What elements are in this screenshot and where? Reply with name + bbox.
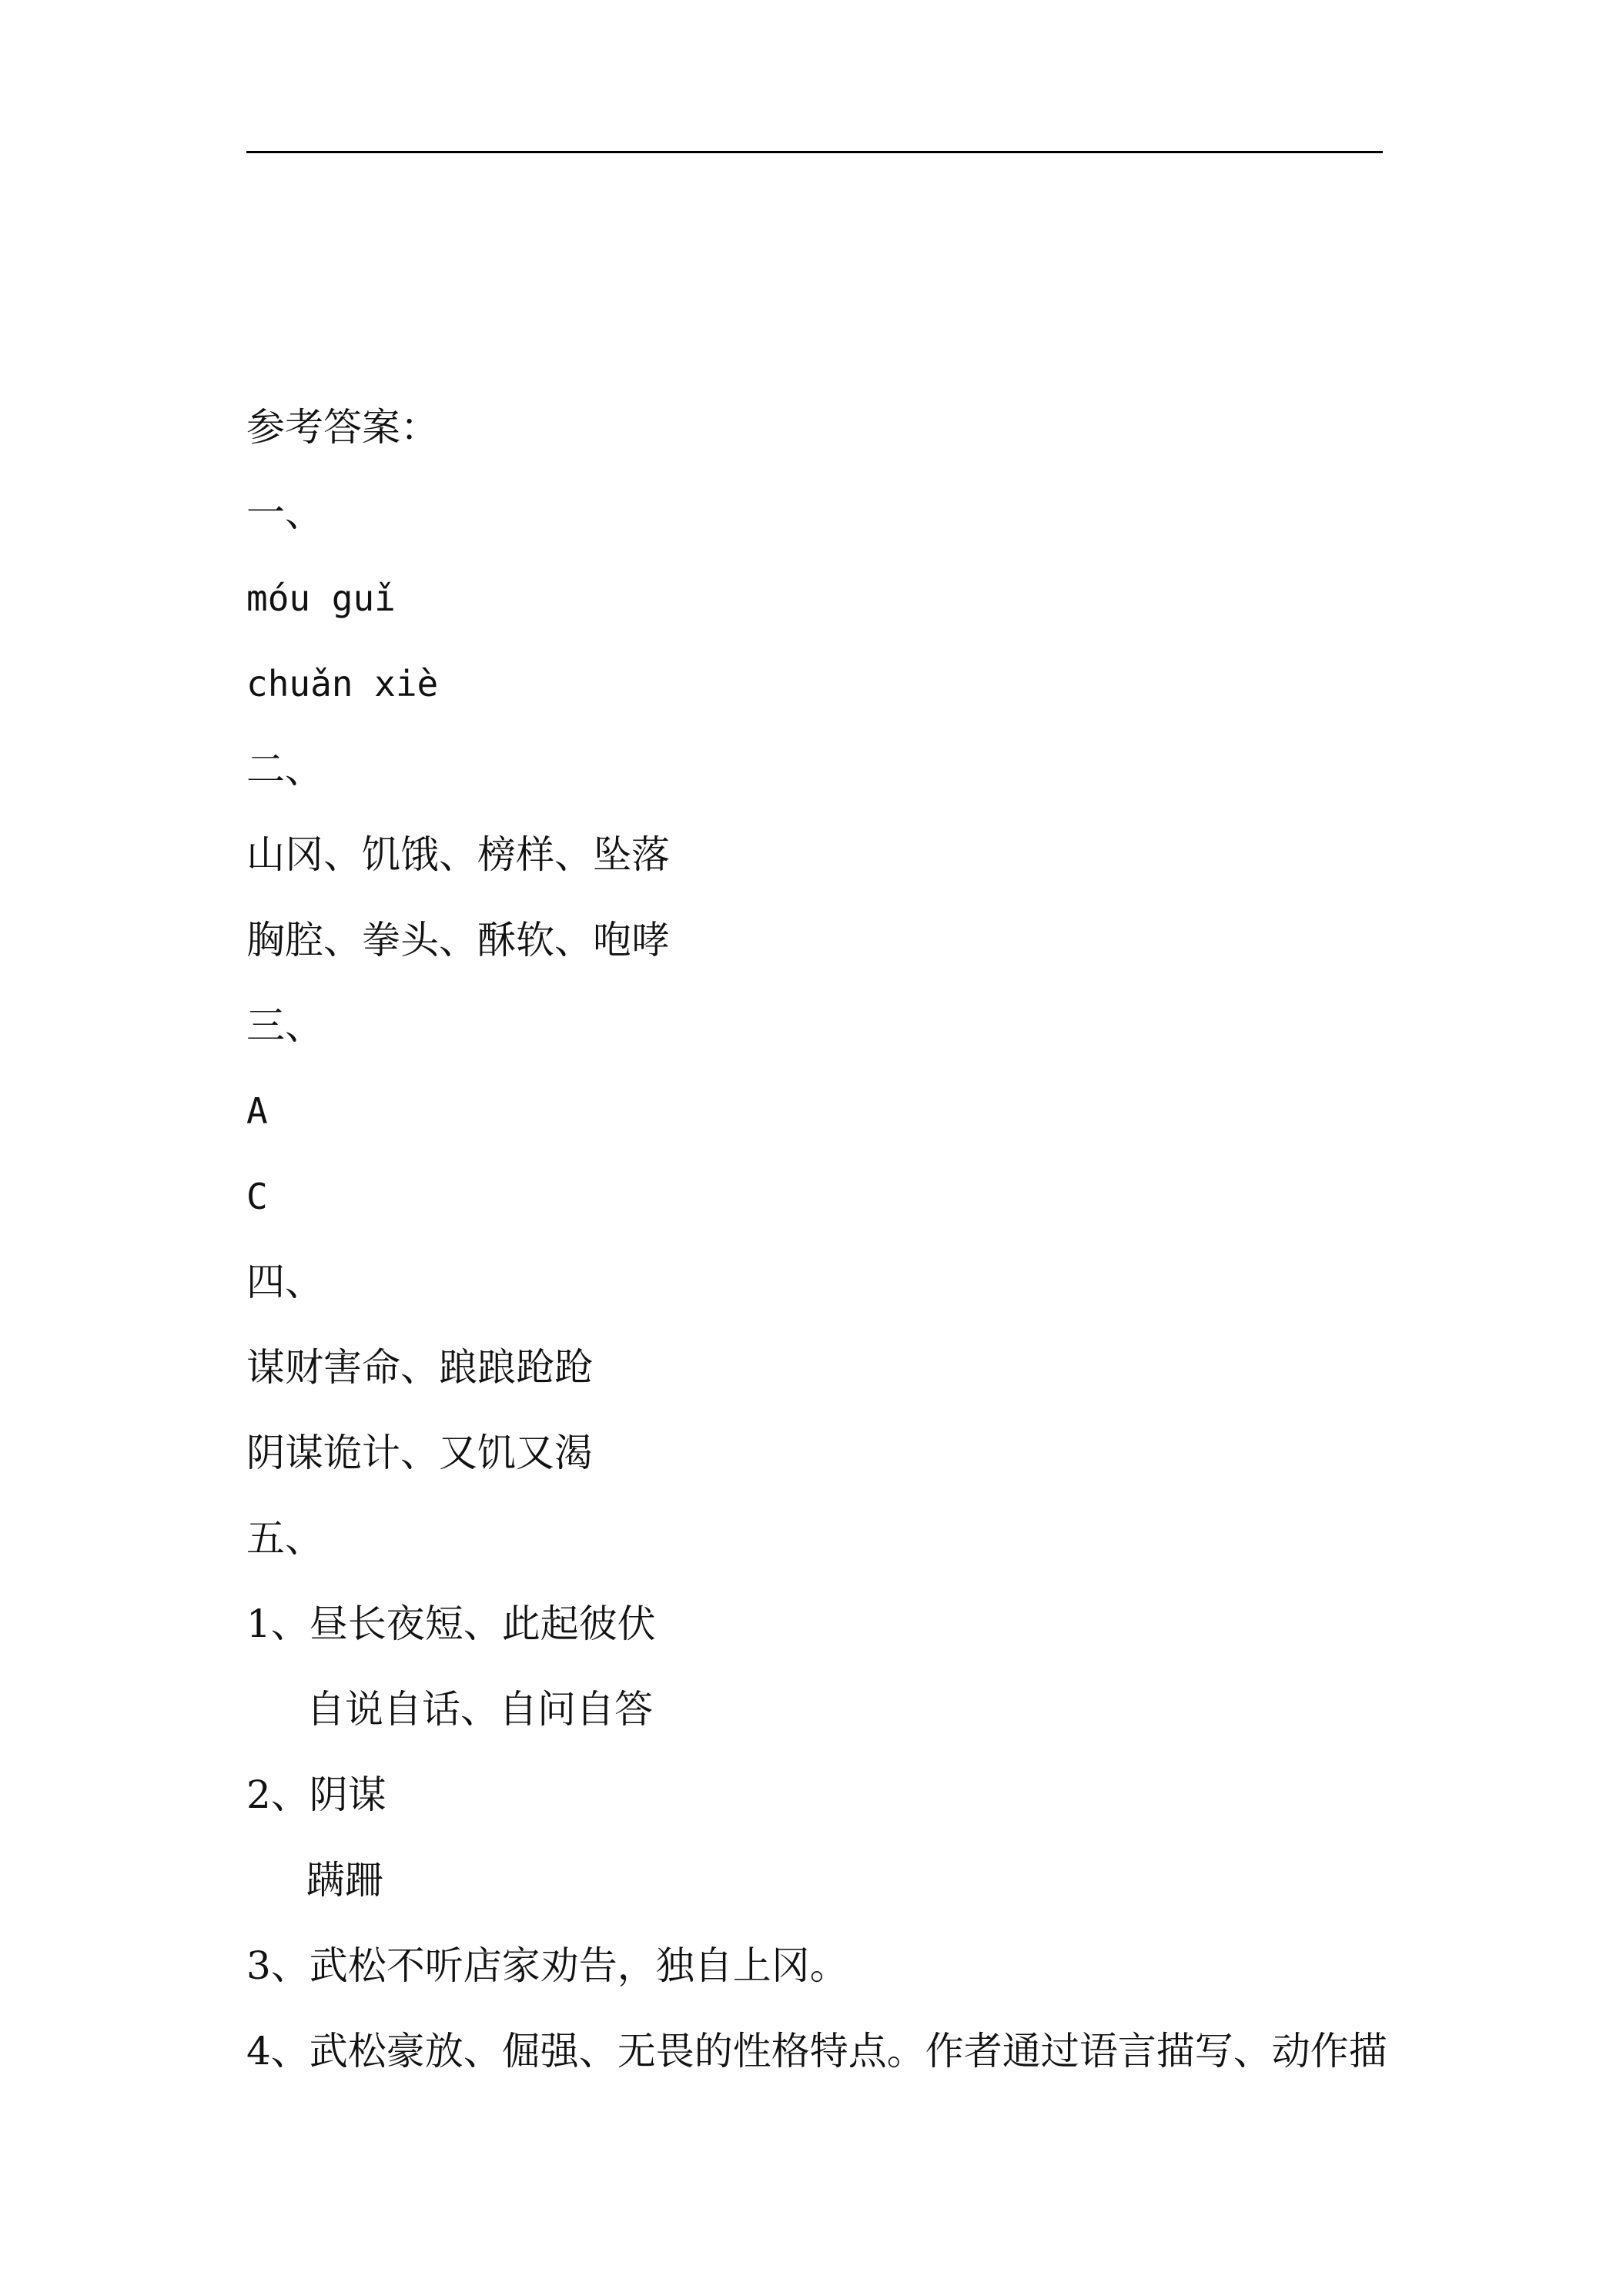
choice-answer-2: C bbox=[246, 1176, 268, 1217]
section-heading-4: 四、 bbox=[246, 1260, 323, 1304]
answer-line: 山冈、饥饿、榜样、坠落 bbox=[246, 832, 670, 877]
section-heading-1: 一、 bbox=[246, 490, 323, 535]
numbered-answer-4: 4、武松豪放、倔强、无畏的性格特点。作者通过语言描写、动作描 bbox=[246, 2029, 1387, 2073]
answer-line: 胸腔、拳头、酥软、咆哮 bbox=[246, 918, 670, 962]
choice-answer-1: A bbox=[246, 1090, 268, 1132]
numbered-answer-3: 3、武松不听店家劝告，独自上冈。 bbox=[246, 1943, 848, 1988]
section-heading-5: 五、 bbox=[246, 1516, 323, 1561]
numbered-answer-1: 1、昼长夜短、此起彼伏 bbox=[246, 1602, 656, 1646]
numbered-answer-1-continuation: 自说自话、自问自答 bbox=[306, 1687, 653, 1732]
answer-heading: 参考答案： bbox=[246, 405, 439, 450]
pinyin-line-1: móu guǐ bbox=[246, 577, 396, 619]
numbered-answer-2: 2、阴谋 bbox=[246, 1772, 387, 1817]
section-heading-3: 三、 bbox=[246, 1003, 323, 1048]
pinyin-line-2: chuǎn xiè bbox=[246, 663, 439, 705]
header-rule bbox=[246, 151, 1383, 153]
answer-content bbox=[246, 385, 1387, 2094]
answer-line: 谋财害命、踉踉跄跄 bbox=[246, 1345, 593, 1390]
answer-line: 阴谋诡计、又饥又渴 bbox=[246, 1431, 593, 1475]
section-heading-2: 二、 bbox=[246, 747, 323, 792]
numbered-answer-2-continuation: 蹒跚 bbox=[306, 1858, 383, 1903]
